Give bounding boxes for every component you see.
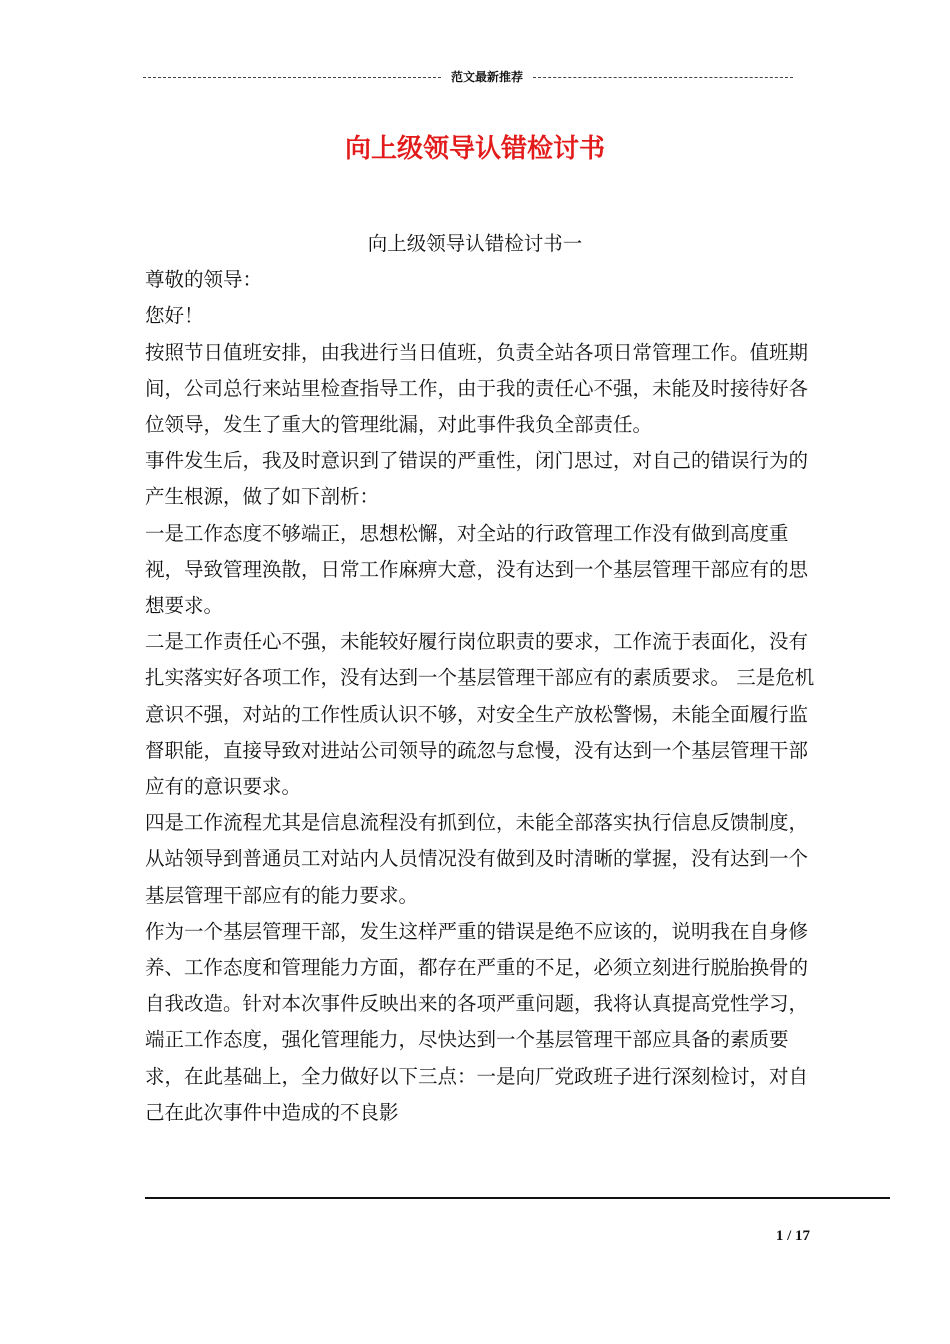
paragraph: 一是工作态度不够端正，思想松懈，对全站的行政管理工作没有做到高度重视，导致管理涣散，日常工作麻痹大意，没有达到一个基层管理干部应有的思想要求。 (145, 521, 809, 618)
paragraph: 二是工作责任心不强，未能较好履行岗位职责的要求，工作流于表面化，没有扎实落实好各项工作，没有达到一个基层管理干部应有的素质要求。 三是危机意识不强，对站的工作性质认识不够，对安全生产放松警惕，未能全面履行监督职能，直接导致对进站公司领导的疏忽与怠慢，没有达到一个基层管理干部应有的意识要求。 (145, 630, 815, 799)
greeting: 您好！ (145, 304, 204, 328)
document-body (145, 226, 825, 1131)
paragraph: 按照节日值班安排，由我进行当日值班，负责全站各项日常管理工作。值班期间，公司总行来站里检查指导工作，由于我的责任心不强，未能及时接待好各位领导，发生了重大的管理纰漏，对此事件我负全部责任。 (145, 340, 809, 437)
header-dash-right (533, 77, 793, 78)
paragraph: 作为一个基层管理干部，发生这样严重的错误是绝不应该的，说明我在自身修养、工作态度和管理能力方面，都存在严重的不足，必须立刻进行脱胎换骨的自我改造。针对本次事件反映出来的各项严重问题，我将认真提高党性学习，端正工作态度，强化管理能力，尽快达到一个基层管理干部应具备的素质要求，在此基础上，全力做好以下三点：一是向厂党政班子进行深刻检讨，对自己在此次事件中造成的不良影 (145, 919, 809, 1124)
page-header (143, 68, 793, 84)
footer-divider (145, 1197, 890, 1199)
paragraph: 四是工作流程尤其是信息流程没有抓到位，未能全部落实执行信息反馈制度，从站领导到普通员工对站内人员情况没有做到及时清晰的掌握，没有达到一个基层管理干部应有的能力要求。 (145, 811, 809, 907)
section-subtitle: 向上级领导认错检讨书一 (367, 232, 583, 255)
salutation: 尊敬的领导： (145, 268, 263, 292)
paragraph: 事件发生后，我及时意识到了错误的严重性，闭门思过，对自己的错误行为的产生根源，做了如下剖析： (145, 449, 809, 509)
header-label: 范文最新推荐 (450, 70, 523, 84)
header-dash-left (143, 77, 441, 78)
page-number: 1 / 17 (775, 1228, 810, 1244)
document-title: 向上级领导认错检讨书 (344, 134, 605, 164)
